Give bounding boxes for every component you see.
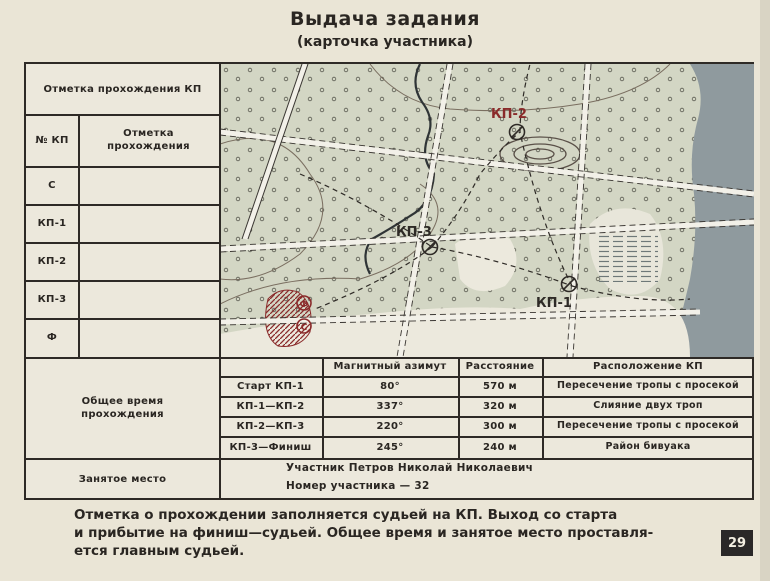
header-location: Расположение КП <box>593 361 703 372</box>
participant-name: Участник Петров Николай Николаевич <box>286 462 534 475</box>
map-label-kp2: КП-2 <box>491 107 527 122</box>
checkpoint-table-title: Отметка прохождения КП <box>43 83 202 95</box>
route-location: Пересечение тропы с просекой <box>557 419 739 431</box>
footer-line: Отметка о прохождении заполняется судьей на КП. Выход со старта <box>74 507 618 523</box>
participant-card <box>24 62 754 500</box>
route-azimuth: 245° <box>376 441 404 453</box>
route-location: Район бивуака <box>605 440 691 452</box>
header-distance: Расстояние <box>465 361 535 372</box>
route-distance: 240 м <box>482 441 518 453</box>
photo-edge <box>760 0 770 581</box>
place-label: Занятое место <box>78 473 167 485</box>
svg-text:Ф: Ф <box>299 300 309 310</box>
footer-note <box>74 506 714 560</box>
row-label-kp2: КП-2 <box>37 255 67 267</box>
route-distance: 570 м <box>482 380 518 392</box>
route-leg: Старт КП-1 <box>237 380 304 392</box>
row-label-start: С <box>48 179 56 191</box>
row-label-kp3: КП-3 <box>37 293 67 305</box>
route-leg: КП-3—Финиш <box>229 441 312 453</box>
map-label-kp3: КП-3 <box>396 225 432 240</box>
route-leg: КП-1—КП-2 <box>236 400 305 412</box>
total-time-label: Общее время прохождения <box>81 395 164 420</box>
participant-number: Номер участника — 32 <box>286 480 430 493</box>
col-header-mark: Отметка прохождения <box>107 128 190 152</box>
route-leg: КП-2—КП-3 <box>236 420 305 432</box>
footer-line: ется главным судьей. <box>74 543 245 559</box>
page-number: 29 <box>721 530 753 556</box>
map-drawing <box>220 64 754 357</box>
page-subtitle: (карточка участника) <box>297 34 473 50</box>
route-location: Слияние двух троп <box>593 399 703 411</box>
row-label-kp1: КП-1 <box>37 217 67 229</box>
svg-text:С: С <box>300 323 308 333</box>
route-distance: 320 м <box>482 400 518 412</box>
footer-line: и прибытие на финиш—судьей. Общее время и занятое место проставля- <box>74 525 654 541</box>
header-azimuth: Магнитный азимут <box>333 361 447 372</box>
row-label-finish: Ф <box>46 332 58 343</box>
route-distance: 300 м <box>482 420 518 432</box>
route-azimuth: 337° <box>376 400 404 412</box>
map-label-kp1: КП-1 <box>536 296 572 311</box>
route-azimuth: 220° <box>376 420 404 432</box>
route-azimuth: 80° <box>380 380 400 392</box>
route-location: Пересечение тропы с просекой <box>557 379 739 391</box>
col-header-kp: № КП <box>35 134 69 146</box>
page-title: Выдача задания <box>290 8 480 30</box>
orienteering-map <box>220 64 754 357</box>
